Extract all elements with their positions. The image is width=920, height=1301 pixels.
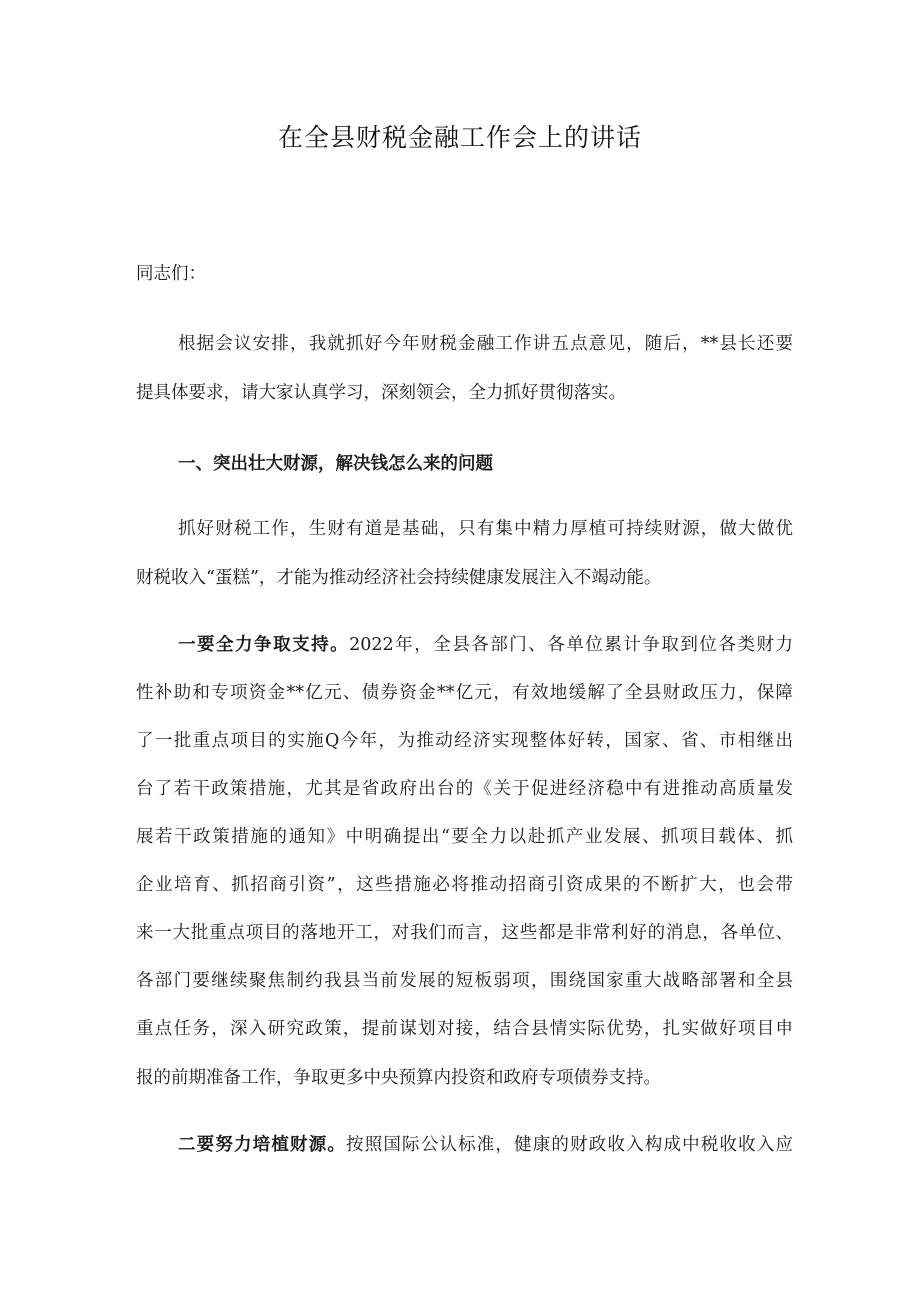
point1-line-2: 性补助和专项资金**亿元、债券资金**亿元，有效地缓解了全县财政压力，保障 <box>136 683 793 703</box>
point2-line-1: 按照国际公认标准，健康的财政收入构成中税收收入应 <box>346 1135 793 1155</box>
intro-line-2: 提具体要求，请大家认真学习，深刻领会，全力抓好贯彻落实。 <box>136 383 626 403</box>
point2-lead: 二要努力培植财源。 <box>178 1135 347 1155</box>
point1-line-7: 来一大批重点项目的落地开工，对我们而言，这些都是非常利好的消息，各单位、 <box>136 923 793 943</box>
point1-line-9: 重点任务，深入研究政策，提前谋划对接，结合县情实际优势，扎实做好项目申 <box>136 1019 793 1039</box>
intro-line-1: 根据会议安排，我就抓好今年财税金融工作讲五点意见，随后，**县长还要 <box>178 334 793 354</box>
section1-intro-line-2: 财税收入“蛋糕”，才能为推动经济社会持续健康发展注入不竭动能。 <box>136 568 662 588</box>
point1-line-1: 2022年，全县各部门、各单位累计争取到位各类财力 <box>349 635 793 655</box>
point1-line-8: 各部门要继续聚焦制约我县当前发展的短板弱项，围绕国家重大战略部署和全县 <box>136 971 793 991</box>
point1-lead: 一要全力争取支持。 <box>178 635 350 655</box>
point1-line-4: 台了若干政策措施，尤其是省政府出台的《关于促进经济稳中有进推动高质量发 <box>136 779 793 799</box>
point1-line-3: 了一批重点项目的实施Q今年，为推动经济实现整体好转，国家、省、市相继出 <box>136 731 793 751</box>
page-title: 在全县财税金融工作会上的讲话 <box>277 123 642 152</box>
section1-intro-line-1: 抓好财税工作，生财有道是基础，只有集中精力厚植可持续财源，做大做优 <box>178 519 793 539</box>
point1-line-10: 报的前期准备工作，争取更多中央预算内投资和政府专项债券支持。 <box>136 1068 661 1088</box>
point1-line-6: 企业培育、抓招商引资”，这些措施必将推动招商引资成果的不断扩大，也会带 <box>136 875 793 895</box>
point1-line-5: 展若干政策措施的通知》中明确提出“要全力以赴抓产业发展、抓项目载体、抓 <box>136 827 793 847</box>
point1-first-line <box>178 633 793 657</box>
section-heading-1: 一、突出壮大财源，解决钱怎么来的问题 <box>178 454 493 474</box>
point2-first-line <box>178 1133 793 1157</box>
salutation: 同志们： <box>136 264 206 284</box>
